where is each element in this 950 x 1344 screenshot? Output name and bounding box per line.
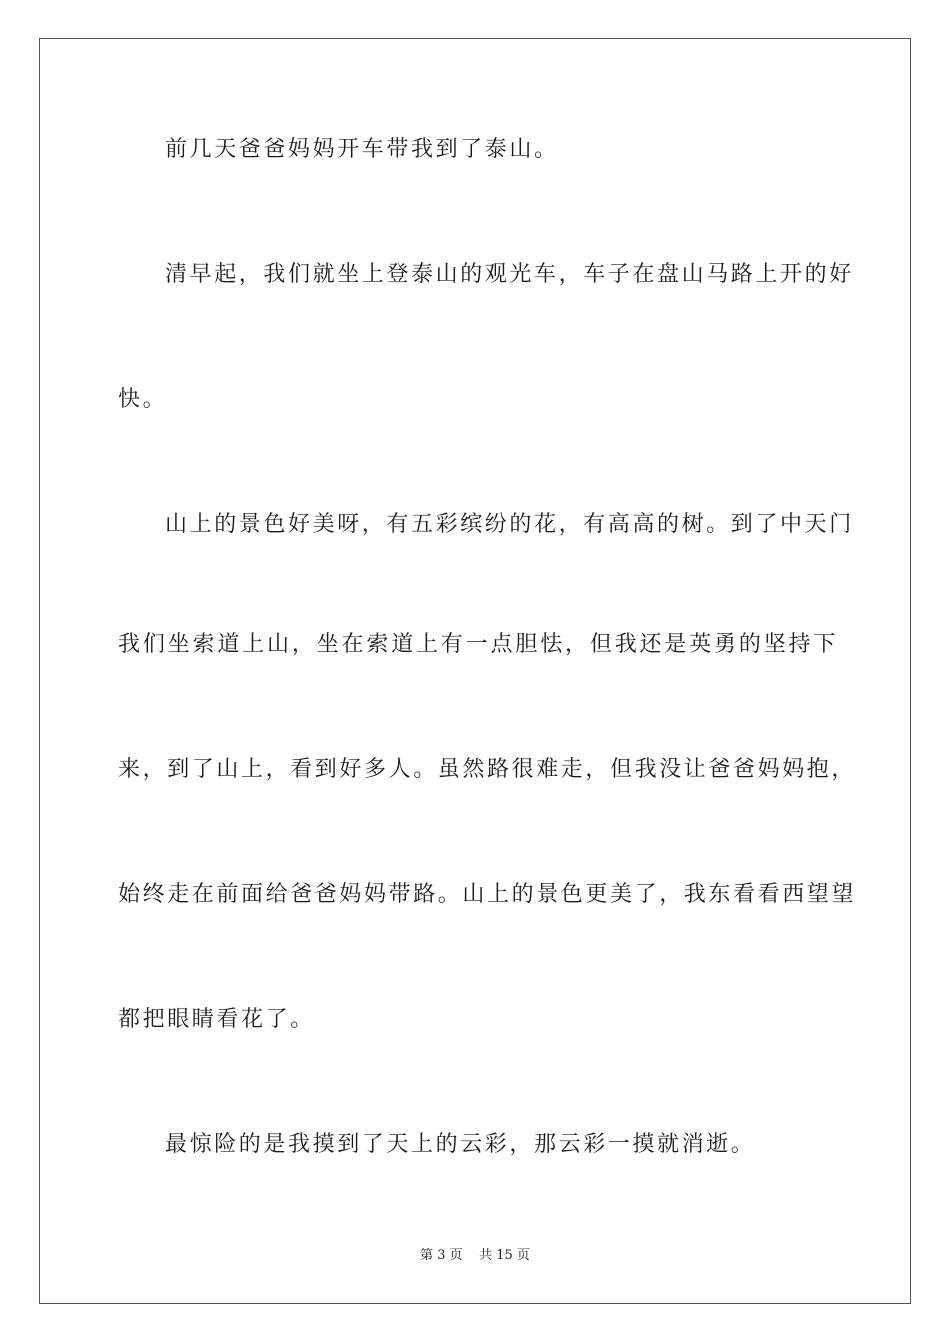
paragraph-line-7: 始终走在前面给爸爸妈妈带路。山上的景色更美了，我东看看西望望 <box>118 882 857 907</box>
paragraph-line-6: 来，到了山上，看到好多人。虽然路很难走，但我没让爸爸妈妈抱， <box>118 757 857 782</box>
page-border <box>39 38 911 1304</box>
page-number-footer: 第 3 页 共 15 页 <box>420 1248 530 1263</box>
paragraph-line-2: 清早起，我们就坐上登泰山的观光车，车子在盘山马路上开的好 <box>165 262 854 287</box>
paragraph-line-4: 山上的景色好美呀，有五彩缤纷的花，有高高的树。到了中天门 <box>165 512 854 537</box>
paragraph-line-3: 快。 <box>118 387 168 412</box>
paragraph-line-8: 都把眼睛看花了。 <box>118 1007 315 1032</box>
paragraph-line-9: 最惊险的是我摸到了天上的云彩，那云彩一摸就消逝。 <box>165 1132 756 1157</box>
paragraph-line-5: 我们坐索道上山，坐在索道上有一点胆怯，但我还是英勇的坚持下 <box>118 632 838 657</box>
paragraph-line-1: 前几天爸爸妈妈开车带我到了泰山。 <box>165 137 559 162</box>
